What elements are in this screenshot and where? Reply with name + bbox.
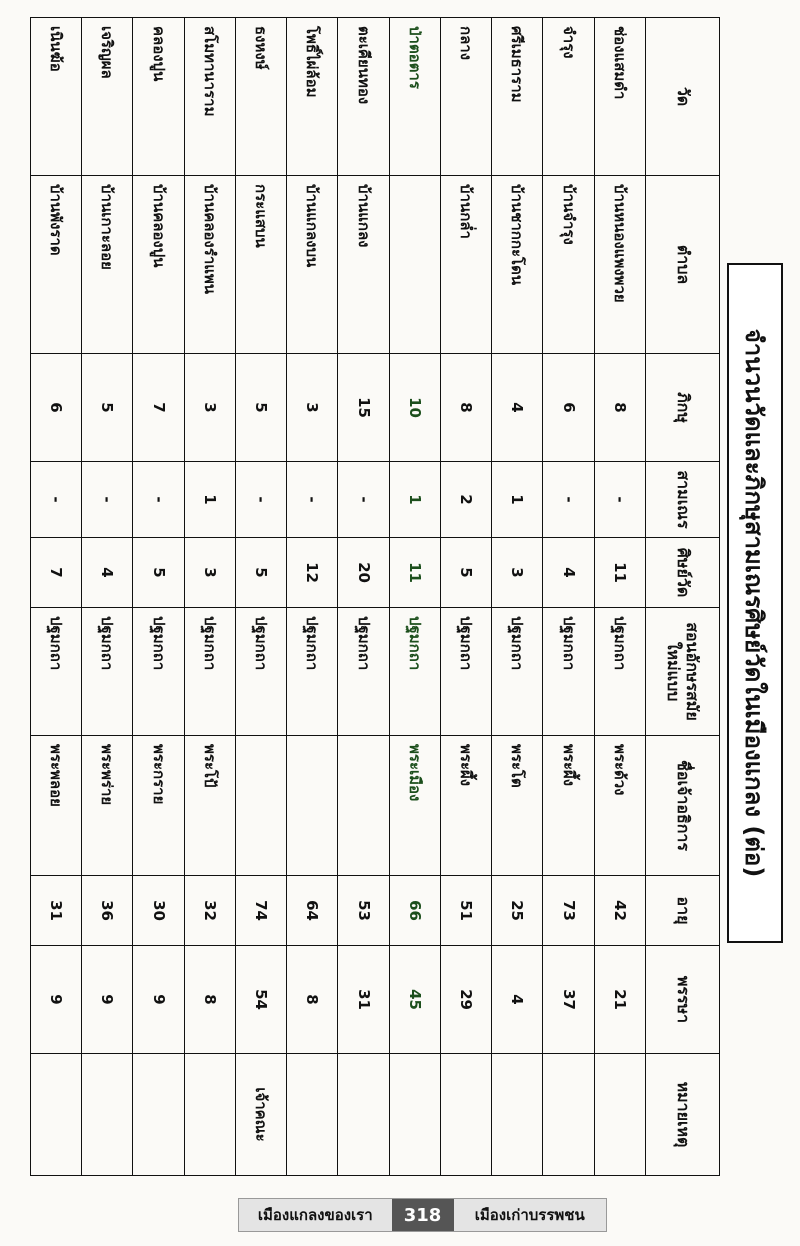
cell-monks: 8 xyxy=(441,354,492,462)
cell-age: 53 xyxy=(338,876,389,946)
cell-abbot: พระกราย xyxy=(133,736,184,876)
cell-monks: 7 xyxy=(133,354,184,462)
header-vassa: พรรษา xyxy=(646,946,720,1054)
cell-vassa: 29 xyxy=(441,946,492,1054)
cell-abbot: พระพร่าย xyxy=(82,736,133,876)
header-abbot: ชื่อเจ้าอธิการ xyxy=(646,736,720,876)
cell-monks: 5 xyxy=(236,354,287,462)
cell-vassa: 37 xyxy=(543,946,594,1054)
cell-novices: - xyxy=(133,462,184,538)
cell-vassa: 45 xyxy=(389,946,440,1054)
cell-temple: ป่าตอตาร xyxy=(389,18,440,176)
cell-note xyxy=(82,1054,133,1176)
cell-disciples: 5 xyxy=(133,538,184,608)
cell-vassa: 9 xyxy=(82,946,133,1054)
cell-subdistrict: บ้านหนองแพงพวย xyxy=(594,176,645,354)
table-row xyxy=(133,18,184,1176)
cell-subdistrict: บ้านจำรุง xyxy=(543,176,594,354)
cell-monks: 3 xyxy=(184,354,235,462)
cell-abbot: พระผึ้ง xyxy=(543,736,594,876)
cell-temple: กลาง xyxy=(441,18,492,176)
cell-novices: 1 xyxy=(492,462,543,538)
cell-temple: ธงหงษ์ xyxy=(236,18,287,176)
cell-age: 64 xyxy=(287,876,338,946)
footer-section-title: เมืองเก่าบรรพชน xyxy=(474,1206,585,1224)
cell-subdistrict: กระแสบน xyxy=(236,176,287,354)
cell-monks: 6 xyxy=(543,354,594,462)
cell-monks: 10 xyxy=(389,354,440,462)
cell-subdistrict: บ้านกล่ำ xyxy=(441,176,492,354)
cell-school: ปฐมกถา xyxy=(441,608,492,736)
cell-disciples: 3 xyxy=(492,538,543,608)
cell-monks: 15 xyxy=(338,354,389,462)
cell-monks: 6 xyxy=(31,354,82,462)
cell-vassa: 54 xyxy=(236,946,287,1054)
header-note: หมายเหตุ xyxy=(646,1054,720,1176)
cell-monks: 4 xyxy=(492,354,543,462)
header-monks: ภิกษุ xyxy=(646,354,720,462)
cell-vassa: 4 xyxy=(492,946,543,1054)
cell-school: ปฐมกถา xyxy=(184,608,235,736)
header-row xyxy=(646,18,720,1176)
cell-disciples: 12 xyxy=(287,538,338,608)
table-row xyxy=(543,18,594,1176)
cell-vassa: 8 xyxy=(287,946,338,1054)
cell-temple: สโมทานาราม xyxy=(184,18,235,176)
cell-disciples: 4 xyxy=(543,538,594,608)
table-row xyxy=(236,18,287,1176)
cell-note xyxy=(441,1054,492,1176)
cell-monks: 5 xyxy=(82,354,133,462)
page-number: 318 xyxy=(392,1199,454,1231)
cell-disciples: 5 xyxy=(236,538,287,608)
header-temple: วัด xyxy=(646,18,720,176)
cell-school: ปฐมกถา xyxy=(594,608,645,736)
cell-disciples: 20 xyxy=(338,538,389,608)
cell-novices: - xyxy=(31,462,82,538)
cell-novices: - xyxy=(287,462,338,538)
cell-age: 51 xyxy=(441,876,492,946)
cell-subdistrict: บ้านพังราด xyxy=(31,176,82,354)
table-row xyxy=(82,18,133,1176)
table-row xyxy=(441,18,492,1176)
table-row xyxy=(31,18,82,1176)
cell-age: 25 xyxy=(492,876,543,946)
cell-novices: - xyxy=(82,462,133,538)
cell-age: 74 xyxy=(236,876,287,946)
cell-temple: ศรีเมธาราม xyxy=(492,18,543,176)
cell-age: 32 xyxy=(184,876,235,946)
cell-novices: - xyxy=(594,462,645,538)
cell-abbot: พระโป้ xyxy=(184,736,235,876)
rotated-content xyxy=(30,17,783,1175)
table-row xyxy=(594,18,645,1176)
cell-subdistrict: บ้านคลองรำแพน xyxy=(184,176,235,354)
temple-table xyxy=(30,17,720,1176)
cell-note xyxy=(31,1054,82,1176)
rotated-table-area xyxy=(30,17,783,1175)
cell-age: 31 xyxy=(31,876,82,946)
cell-age: 73 xyxy=(543,876,594,946)
cell-novices: 2 xyxy=(441,462,492,538)
cell-abbot: พระผึ้ง xyxy=(441,736,492,876)
cell-age: 36 xyxy=(82,876,133,946)
table-title: จำนวนวัดและภิกษุสามเณรศิษย์วัดในเมืองแกลง (ต่อ) xyxy=(727,263,783,943)
table-row xyxy=(389,18,440,1176)
cell-note: เจ้าคณะ xyxy=(236,1054,287,1176)
cell-note xyxy=(389,1054,440,1176)
cell-temple: ช่องแสมดำ xyxy=(594,18,645,176)
cell-abbot xyxy=(287,736,338,876)
cell-subdistrict: บ้านแกลง xyxy=(338,176,389,354)
cell-age: 30 xyxy=(133,876,184,946)
cell-temple: โพธิ์ไผ่ล้อม xyxy=(287,18,338,176)
cell-abbot: พระเมือง xyxy=(389,736,440,876)
table-row xyxy=(492,18,543,1176)
cell-monks: 8 xyxy=(594,354,645,462)
cell-school: ปฐมกถา xyxy=(389,608,440,736)
cell-note xyxy=(338,1054,389,1176)
header-subdistrict: ตำบล xyxy=(646,176,720,354)
cell-disciples: 7 xyxy=(31,538,82,608)
cell-school: ปฐมกถา xyxy=(133,608,184,736)
cell-subdistrict: บ้านแกลงบน xyxy=(287,176,338,354)
footer-book-title: เมืองแกลงของเรา xyxy=(257,1206,373,1224)
cell-disciples: 11 xyxy=(594,538,645,608)
cell-vassa: 8 xyxy=(184,946,235,1054)
cell-temple: ตะเคียนทอง xyxy=(338,18,389,176)
cell-subdistrict: บ้านชากกะโดน xyxy=(492,176,543,354)
cell-note xyxy=(287,1054,338,1176)
cell-temple: จำรุง xyxy=(543,18,594,176)
cell-age: 42 xyxy=(594,876,645,946)
cell-disciples: 3 xyxy=(184,538,235,608)
cell-disciples: 4 xyxy=(82,538,133,608)
cell-note xyxy=(492,1054,543,1176)
cell-subdistrict: บ้านเกาะลอย xyxy=(82,176,133,354)
cell-subdistrict xyxy=(389,176,440,354)
cell-disciples: 5 xyxy=(441,538,492,608)
cell-vassa: 9 xyxy=(31,946,82,1054)
cell-abbot xyxy=(236,736,287,876)
page-footer xyxy=(238,1198,607,1232)
cell-school: ปฐมกถา xyxy=(287,608,338,736)
cell-vassa: 9 xyxy=(133,946,184,1054)
cell-novices: 1 xyxy=(389,462,440,538)
cell-school: ปฐมกถา xyxy=(338,608,389,736)
cell-subdistrict: บ้านคลองปูน xyxy=(133,176,184,354)
cell-vassa: 21 xyxy=(594,946,645,1054)
cell-school: ปฐมกถา xyxy=(492,608,543,736)
cell-note xyxy=(594,1054,645,1176)
header-disciples: ศิษย์วัด xyxy=(646,538,720,608)
cell-school: ปฐมกถา xyxy=(82,608,133,736)
cell-novices: 1 xyxy=(184,462,235,538)
cell-abbot: พระด้วง xyxy=(594,736,645,876)
cell-school: ปฐมกถา xyxy=(543,608,594,736)
cell-novices: - xyxy=(543,462,594,538)
header-age: อายุ xyxy=(646,876,720,946)
table-row xyxy=(287,18,338,1176)
cell-disciples: 11 xyxy=(389,538,440,608)
cell-monks: 3 xyxy=(287,354,338,462)
cell-vassa: 31 xyxy=(338,946,389,1054)
cell-temple: เจริญผล xyxy=(82,18,133,176)
cell-note xyxy=(133,1054,184,1176)
cell-temple: เนินฆ้อ xyxy=(31,18,82,176)
cell-school: ปฐมกถา xyxy=(31,608,82,736)
cell-note xyxy=(543,1054,594,1176)
cell-novices: - xyxy=(236,462,287,538)
table-row xyxy=(184,18,235,1176)
cell-abbot xyxy=(338,736,389,876)
cell-note xyxy=(184,1054,235,1176)
cell-age: 66 xyxy=(389,876,440,946)
header-school: สอนอักษรสมัยใหม่แบบ xyxy=(646,608,720,736)
header-novices: สามเณร xyxy=(646,462,720,538)
cell-school: ปฐมกถา xyxy=(236,608,287,736)
cell-abbot: พระโต xyxy=(492,736,543,876)
cell-temple: คลองปูน xyxy=(133,18,184,176)
cell-novices: - xyxy=(338,462,389,538)
cell-abbot: พระพลอย xyxy=(31,736,82,876)
table-row xyxy=(338,18,389,1176)
